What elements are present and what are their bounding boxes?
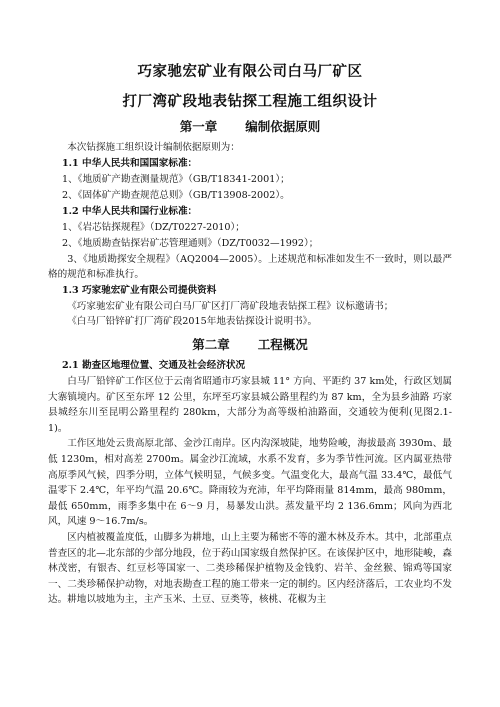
chapter-1-number: 第一章 xyxy=(179,119,218,134)
standard-item: 2、《固体矿产勘查规范总则》（GB/T13908-2002）。 xyxy=(62,189,290,201)
vegetation-paragraph: 区内植被覆盖度低，山脚多为耕地，山上主要为稀密不等的灌木林及乔木。其中，北部重点普查区的北—北东部的少部分地段，位于药山国家级自然保护区。在该保护区中，地形陡峻，森林茂密，有银杏、红豆杉等国家一、二类珍稀保护植物及金钱豹、岩羊、金丝猴、锦鸡等国家一、二类珍稀保护动物，对地表勘查工程的施工带来一定的制约。区内经济落后，工农业均不发达。耕地以坡地为主，主产玉米、土豆、豆类等，核桃、花椒为主 xyxy=(48,531,452,606)
section-1-1-heading: 1.1 中华人民共和国国家标准： xyxy=(62,157,198,169)
standard-item-with-note: 3、《地质勘探安全规程》（AQ2004—2005）。上述规范和标准如发生不一致时，则以最严格的规范和标准执行。 xyxy=(48,253,452,281)
chapter-2-name: 工程概况 xyxy=(257,336,308,352)
doc-title-project: 打厂湾矿段地表钻探工程施工组织设计 xyxy=(122,93,378,110)
standard-item: 1、《地质矿产勘查测量规范》（GB/T18341-2001）； xyxy=(62,173,290,185)
reference-document-item: 《白马厂铅锌矿打厂湾矿段2015年地表钻探设计说明书》。 xyxy=(67,316,318,328)
section-1-3-heading: 1.3 巧家驰宏矿业有限公司提供资料 xyxy=(62,284,217,296)
chapter-2-number: 第二章 xyxy=(192,336,230,352)
chapter-1-heading xyxy=(48,118,452,136)
reference-document-item: 《巧家驰宏矿业有限公司白马厂矿区打厂湾矿段地表钻探工程》议标邀请书； xyxy=(67,300,394,312)
doc-title-company: 巧家驰宏矿业有限公司白马厂矿区 xyxy=(137,63,363,80)
chapter-2-heading xyxy=(48,336,452,354)
chapter-1-name: 编制依据原则 xyxy=(245,119,321,134)
intro-paragraph: 本次钻探施工组织设计编制依据原则为： xyxy=(67,142,240,153)
location-paragraph: 白马厂铅锌矿工作区位于云南省昭通市巧家县城 11° 方向、平距约 37 km处，行政区划属大寨镇境内。矿区至东坪 12 公里，东坪至巧家县城公路里程约为 87 km，全为县乡油路 巧家县城经东川至昆明公路里程约 280km，大部分为高等级柏油路面，交通较为便利(见图2.1-1)。 xyxy=(48,375,452,434)
section-1-2-heading: 1.2 中华人民共和国行业标准： xyxy=(62,205,198,217)
climate-paragraph: 工作区地处云贵高原北部、金沙江南岸。区内沟深坡陡，地势险峻，海拔最高 3930m、最低 1230m，相对高差 2700m。属金沙江流域，水系不发育，多为季节性河流。区内属亚热带高原季风气候，四季分明，立体气候明显，气候多变。气温变化大，最高气温 33.4℃，最低气温零下 2.4℃，年平均气温 20.6℃。降雨较为充沛，年平均降雨量 814mm，最高 980mm，最低 650mm，雨季多集中在 6～9 月，易暴发山洪。蒸发量平均 2 136.6mm；风向为西北风，风速 9～16.7m/s。 xyxy=(48,438,452,528)
standard-item: 1、《岩芯钻探规程》（DZ/T0227-2010）； xyxy=(62,221,245,233)
section-2-1-heading: 2.1 勘查区地理位置、交通及社会经济状况 xyxy=(62,359,246,371)
standard-item: 2、《地质勘查钻探岩矿芯管理通则》（DZ/T0032—1992）； xyxy=(62,237,319,249)
